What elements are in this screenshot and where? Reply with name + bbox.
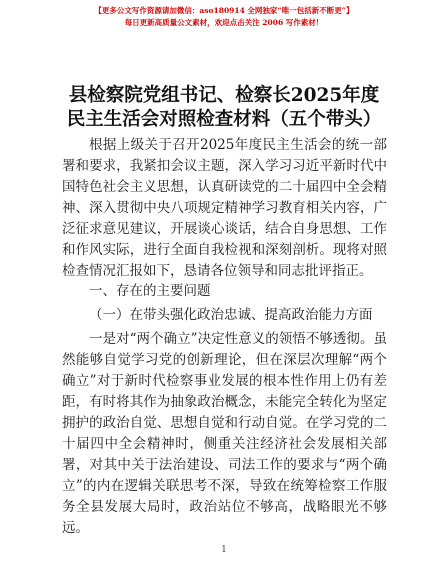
promo-line-2: 每日更新高质量公文素材，欢迎点击关注 2006 写作素材！ xyxy=(124,18,324,27)
subsection-heading: （一）在带头强化政治忠诚、提高政治能力方面 xyxy=(89,307,373,323)
section-heading: 一、存在的主要问题 xyxy=(89,283,211,299)
promo-line-1: 【更多公文写作资源请加微信：aso180914 全网独家“唯一包括新不断更”】 xyxy=(94,6,354,15)
document-title: 县检察院党组书记、检察长2025年度民主生活会对照检查材料（五个带头） xyxy=(66,85,382,130)
page-number: 1 xyxy=(221,545,227,555)
body-paragraph: 一是对“两个确立”决定性意义的领悟不够透彻。虽然能够自觉学习党的创新理论，但在深层次理解“两个确立”对于新时代检察事业发展的根本性作用上仍有差距，有时将其作为抽象政治概念，未能完全转化为坚定拥护的政治自觉、思想自觉和行动自觉。在学习党的二十届四中全会精神时，侧重关注经济社会发展相关部署，对其中关于法治建设、司法工作的要求与“两个确立”的内在逻辑关联思考不深，导致在统筹检察工作服务全县发展大局时，政治站位不够高，战略眼光不够远。 xyxy=(62,331,387,536)
intro-paragraph: 根据上级关于召开2025年度民主生活会的统一部署和要求，我紧扣会议主题，深入学习习近平新时代中国特色社会主义思想，认真研读党的二十届四中全会精神、深入贯彻中央八项规定精神学习教育相关内容，广泛征求意见建议，开展谈心谈话，结合自身思想、工作和作风实际，进行全面自我检视和深刻剖析。现将对照检查情况汇报如下，恳请各位领导和同志批评指正。 xyxy=(62,137,387,279)
promo-banner xyxy=(0,5,448,29)
